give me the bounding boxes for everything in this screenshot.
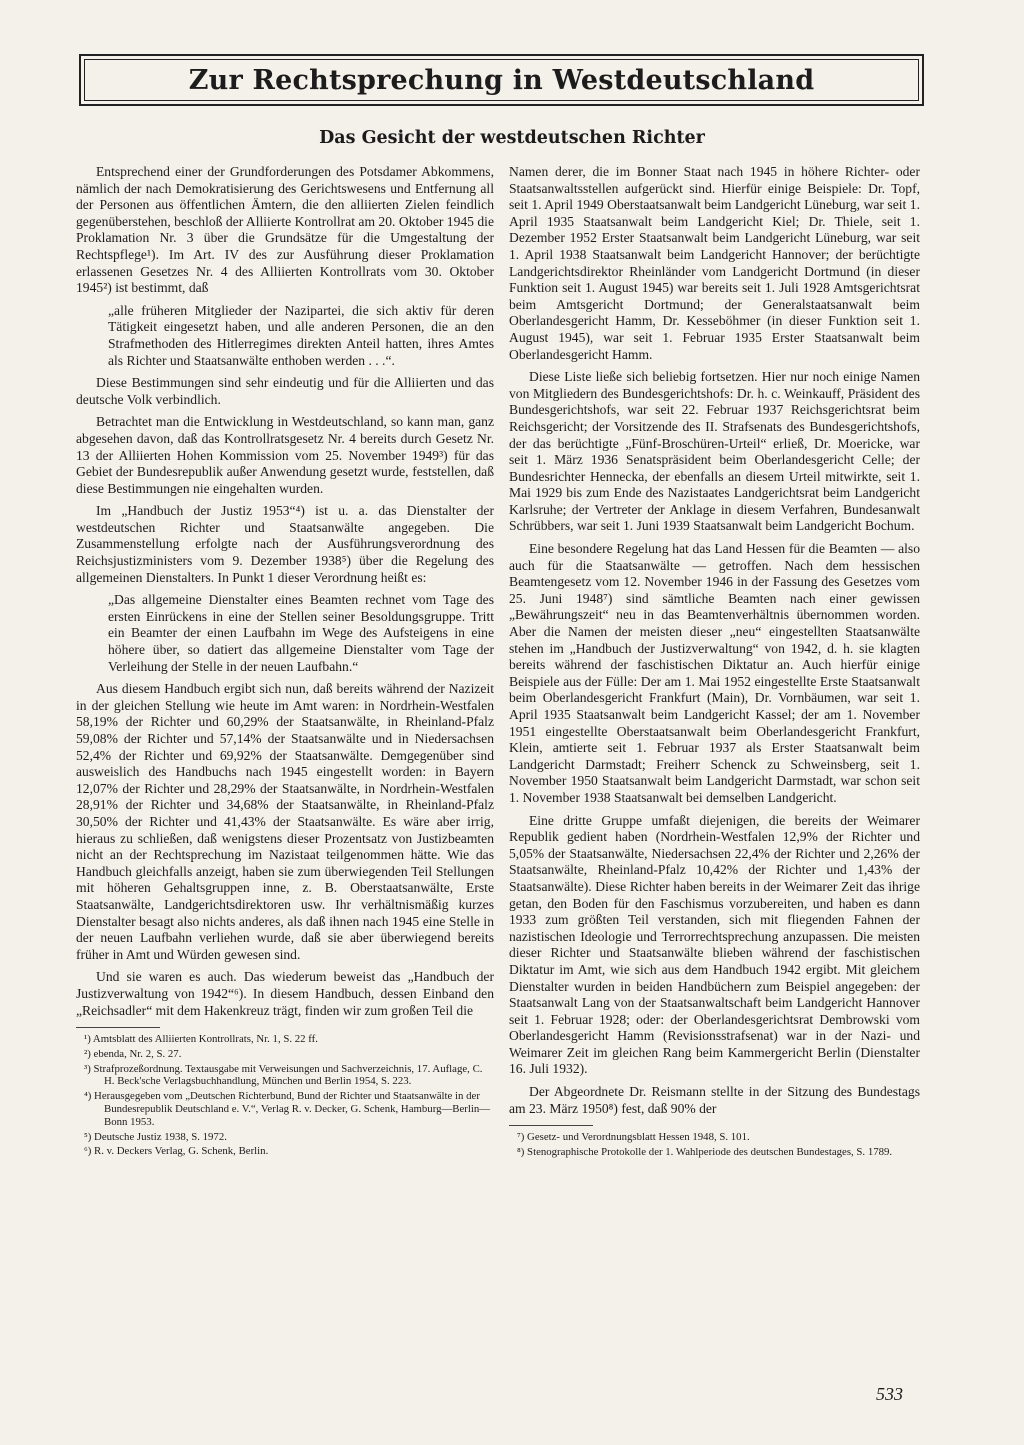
paragraph: Im „Handbuch der Justiz 1953“⁴) ist u. a. das Dienstalter der westdeutschen Richter und Staatsanwälte angegeben. Die Zusammenstellung erfolgte nach der Ausführungsverordnung des Reichsjustizministers vom 9. Dezember 1938⁵) über die Regelung des allgemeinen Dienstalters. In Punkt 1 dieser Verordnung heißt es: [76,503,494,585]
page-title: Zur Rechtsprechung in Westdeutschland [188,64,815,96]
paragraph: Diese Bestimmungen sind sehr eindeutig und für die Alliierten und das deutsche Volk verbindlich. [76,375,494,407]
paragraph: Und sie waren es auch. Das wiederum beweist das „Handbuch der Justizverwaltung von 1942“⁶). In diesem Handbuch, dessen Einband den „Reichsadler“ mit dem Hakenkreuz trägt, finden wir zum großen Teil die [76,969,494,1018]
paragraph: Eine besondere Regelung hat das Land Hessen für die Beamten — also auch für die Staatsanwälte — getroffen. Nach dem hessischen Beamtengesetz vom 12. November 1946 in der Fassung des Gesetzes vom 25. Juni 1948⁷) sind sämtliche Beamten nach einer gewissen „Bewährungszeit“ neu in das Beamtenverhältnis übernommen worden. Aber die Namen der meisten dieser „neu“ eingestellten Staatsanwälte stehen im „Handbuch der Justizverwaltung“ von 1942, d. h. sie klagten bereits während der faschistischen Diktatur an. Auch hierfür einige Beispiele aus der Fülle: Der am 1. Mai 1952 eingestellte Erste Staatsanwalt beim Oberlandesgericht Frankfurt (Main), Dr. Vornbäumen, war seit 1. April 1935 Staatsanwalt beim Landgericht Kassel; der am 1. November 1951 eingestellte Oberstaatsanwalt beim Oberlandesgericht Frankfurt, Klein, amtierte seit 1. Februar 1937 als Erster Staatsanwalt beim Landgericht Darmstadt; Freiherr Schenck zu Schweinsberg, seit 1. November 1950 Staatsanwalt beim Landgericht Darmstadt, war schon seit 1. November 1938 Staatsanwalt bei demselben Landgericht. [509,541,920,805]
block-quote: „alle früheren Mitglieder der Nazipartei, die sich aktiv für deren Tätigkeit eingesetzt haben, und alle anderen Personen, die an den Strafmethoden des Hitlerregimes direkten Anteil hatten, ihres Amtes als Richter und Staatsanwälte enthoben werden . . .“. [108,302,494,368]
right-column [509,164,920,1161]
left-column [76,164,494,1160]
block-quote: „Das allgemeine Dienstalter eines Beamten rechnet vom Tage des ersten Einrückens in eine der Stellen seiner Besoldungsgruppe. Tritt ein Beamter der einen Laufbahn im Wege des Aufsteigens in eine höhere über, so datiert das allgemeine Dienstalter vom Tage der Verleihung der Stelle in der neuen Laufbahn.“ [108,592,494,674]
footnote: ⁴) Herausgegeben vom „Deutschen Richterbund, Bund der Richter und Staatsanwälte in der Bundesrepublik Deutschland e. V.“, Verlag R. v. Decker, G. Schenk, Hamburg—Berlin—Bonn 1953. [84,1090,491,1128]
paragraph: Entsprechend einer der Grundforderungen des Potsdamer Abkommens, nämlich der nach Demokratisierung des Gerichtswesens und Entfernung all der Personen aus öffentlichen Ämtern, die den alliierten Zielen feindlich gegenüberstehen, beschloß der Alliierte Kontrollrat am 20. Oktober 1945 die Proklamation Nr. 3 über die Grundsätze für die Umgestaltung der Rechtspflege¹). Im Art. IV des zur Ausführung dieser Proklamation erlassenen Gesetzes Nr. 4 des Alliierten Kontrollrats vom 30. Oktober 1945²) ist bestimmt, daß [76,164,494,296]
paragraph: Aus diesem Handbuch ergibt sich nun, daß bereits während der Nazizeit in der gleichen Stellung wie heute im Amt waren: in Nordrhein-Westfalen 58,19% der Richter und 60,29% der Staatsanwälte, in Rheinland-Pfalz 59,08% der Richter und 57,14% der Staatsanwälte und in Niedersachsen 52,4% der Richter und 69,92% der Staatsanwälte. Demgegenüber sind ausweislich des Handbuchs nach 1945 eingestellt worden: in Bayern 12,07% der Richter und 28,29% der Staatsanwälte, in Nordrhein-Westfalen 28,91% der Richter und 34,68% der Staatsanwälte, in Rheinland-Pfalz 30,50% der Richter und 41,43% der Staatsanwälte. Es wäre aber irrig, hieraus zu schließen, daß wenigstens dieser Prozentsatz von Justizbeamten nicht an der Rechtsprechung im Nazistaat teilgenommen hätte. Wie das Handbuch gleichfalls anzeigt, haben sie zum überwiegenden Teil Stellungen mit höheren Gehaltsgruppen inne, z. B. Oberstaatsanwälte, Erste Staatsanwälte, Landgerichtsdirektoren usw. Ihr verhältnismäßig kurzes Dienstalter besagt also nichts anderes, als daß ihnen nach 1945 eine Stelle in der neuen Laufbahn verliehen wurde, daß sie aber überwiegend bereits früher in Amt und Würden gewesen sind. [76,681,494,962]
paragraph: Der Abgeordnete Dr. Reismann stellte in der Sitzung des Bundestags am 23. März 1950⁸) fest, daß 90% der [509,1084,920,1116]
article-title: Das Gesicht der westdeutschen Richter [319,128,705,148]
footnote-divider [509,1125,593,1126]
footnote: ⁸) Stenographische Protokolle der 1. Wahlperiode des deutschen Bundestages, S. 1789. [517,1146,893,1159]
paragraph: Namen derer, die im Bonner Staat nach 1945 in höhere Richter- oder Staatsanwaltsstellen aufgerückt sind. Hierfür einige Beispiele: Dr. Topf, seit 1. April 1949 Oberstaatsanwalt beim Landgericht Lüneburg, war seit 1. April 1935 Staatsanwalt beim Landgericht Kiel; Dr. Thiele, seit 1. Dezember 1952 Erster Staatsanwalt beim Landgericht Lüneburg, war seit 1. April 1938 Staatsanwalt beim Landgericht Hannover; der berüchtigte Landgerichtsdirektor Rheinländer vom Landgericht Dortmund (in dieser Funktion seit 1. August 1945) war bereits seit 1. Juli 1928 Amtsgerichtsrat beim Amtsgericht Dortmund; der Generalstaatsanwalt beim Oberlandesgericht Hamm, Dr. Kesseböhmer (in dieser Funktion seit 1. August 1945), war seit 1. Februar 1935 Erster Staatsanwalt beim Oberlandesgericht Hamm. [509,164,920,362]
footnote: ²) ebenda, Nr. 2, S. 27. [84,1047,182,1060]
paragraph: Betrachtet man die Entwicklung in Westdeutschland, so kann man, ganz abgesehen davon, daß das Kontrollratsgesetz Nr. 4 bereits durch Gesetz Nr. 13 der Alliierten Hohen Kommission vom 25. November 1949³) für das Gebiet der Bundesrepublik außer Anwendung gesetzt wurde, feststellen, daß diese Bestimmungen nie eingehalten wurden. [76,414,494,496]
paragraph: Diese Liste ließe sich beliebig fortsetzen. Hier nur noch einige Namen von Mitgliedern des Bundesgerichtshofs: Dr. h. c. Weinkauff, Präsident des Bundesgerichtshofs, war seit 22. Februar 1937 Reichsgerichtsrat beim Reichsgericht; der Vorsitzende des II. Strafsenats des Bundesgerichtshofs, der das berüchtigte „Fünf-Broschüren-Urteil“ erließ, Dr. Moericke, war seit 1. März 1936 Senatspräsident beim Oberlandesgericht Celle; der Bundesrichter Hennecka, der ebenfalls an diesem Urteil mitwirkte, seit 1. Mai 1929 bis zum Ende des Nazistaates Landgerichtsrat beim Landgericht Karlsruhe; der Vertreter der Anklage in diesem Verfahren, Bundesanwalt Schrübbers, war seit 1. Juni 1939 Staatsanwalt beim Landgericht Bochum. [509,369,920,534]
footnote-divider [76,1027,160,1028]
footnote: ⁶) R. v. Deckers Verlag, G. Schenk, Berlin. [84,1145,269,1158]
footnote: ⁷) Gesetz- und Verordnungsblatt Hessen 1948, S. 101. [517,1131,750,1144]
paragraph: Eine dritte Gruppe umfaßt diejenigen, die bereits der Weimarer Republik gedient haben (Nordrhein-Westfalen 12,9% der Richter und 5,05% der Staatsanwälte, Niedersachsen 22,4% der Richter und 2,26% der Staatsanwälte, Rheinland-Pfalz 10,42% der Richter und 1,43% der Staatsanwälte). Diese Richter haben bereits in der Weimarer Zeit das ihrige getan, den Boden für den Faschismus vorzubereiten, und haben es dann 1933 zum größten Teil verstanden, sich mit fliegenden Fahnen der nazistischen Ideologie und Terrorrechtsprechung anzupassen. Die meisten dieser Richter und Staatsanwälte blieben während der faschistischen Diktatur im Amt, wie sich aus dem Handbuch 1942 ergibt. Mit gleichem Dienstalter wurden in beiden Handbüchern zum Beispiel angegeben: der Staatsanwalt Lang von der Staatsanwaltschaft beim Landgericht Hannover seit 1. Februar 1928; oder: der Oberlandesgerichtsrat Dembrowski vom Oberlandesgericht Hamm (Revisionsstrafsenat) war in der Nazi- und Weimarer Zeit im gleichen Rang beim Kammergericht Berlin (Dienstalter 16. Juli 1932). [509,812,920,1077]
title-box [79,54,924,106]
footnote: ³) Strafprozeßordnung. Textausgabe mit Verweisungen und Sachverzeichnis, 17. Auflage, C. H. Beck'sche Verlagsbuchhandlung, München und Berlin 1954, S. 223. [84,1062,483,1088]
footnote: ⁵) Deutsche Justiz 1938, S. 1972. [84,1130,227,1143]
footnote: ¹) Amtsblatt des Alliierten Kontrollrats, Nr. 1, S. 22 ff. [84,1033,318,1046]
page-number: 533 [876,1384,903,1404]
